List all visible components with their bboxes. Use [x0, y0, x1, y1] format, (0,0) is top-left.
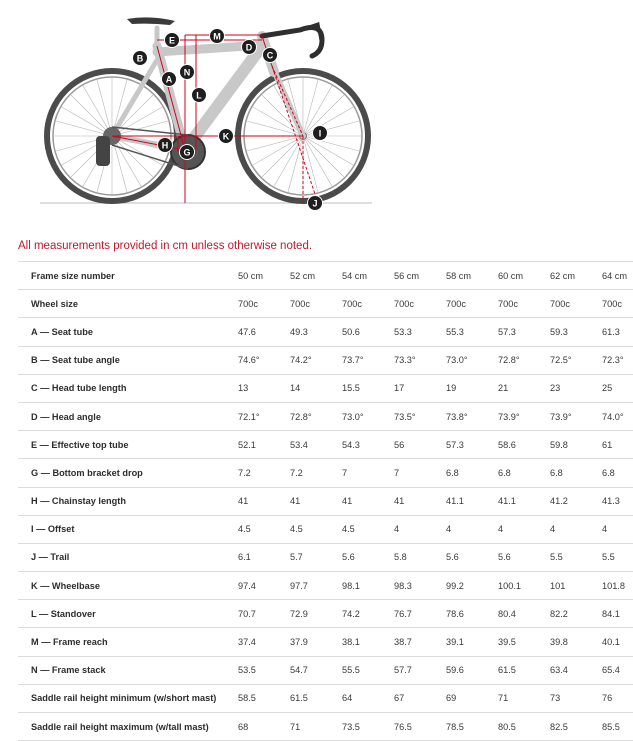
- row-value: 73.0°: [342, 402, 394, 430]
- row-value: 41.2: [550, 487, 602, 515]
- row-value: 700c: [342, 290, 394, 318]
- row-value: 99.2: [446, 572, 498, 600]
- row-value: 21: [498, 374, 550, 402]
- row-value: 53.3: [394, 318, 446, 346]
- size-header: 64 cm: [602, 262, 633, 290]
- row-label: L — Standover: [18, 600, 238, 628]
- row-value: 5.7: [290, 543, 342, 571]
- row-value: 38.7: [394, 628, 446, 656]
- row-value: 4: [394, 515, 446, 543]
- table-header-row: [18, 262, 633, 290]
- row-value: 13: [238, 374, 290, 402]
- row-value: 58.5: [238, 684, 290, 712]
- row-value: 59.6: [446, 656, 498, 684]
- row-label: G — Bottom bracket drop: [18, 459, 238, 487]
- row-value: 73.7°: [342, 346, 394, 374]
- table-row: [18, 572, 633, 600]
- row-value: 61.5: [290, 684, 342, 712]
- svg-text:J: J: [312, 198, 318, 209]
- row-value: 57.3: [446, 431, 498, 459]
- table-row: [18, 713, 633, 741]
- row-value: 700c: [602, 290, 633, 318]
- callout-a: [162, 72, 177, 87]
- row-value: 100.1: [498, 572, 550, 600]
- row-value: 73.3°: [394, 346, 446, 374]
- size-header: 54 cm: [342, 262, 394, 290]
- row-label: N — Frame stack: [18, 656, 238, 684]
- row-value: 5.5: [602, 543, 633, 571]
- row-value: 25: [602, 374, 633, 402]
- row-value: 71: [290, 713, 342, 741]
- row-value: 700c: [238, 290, 290, 318]
- measurement-note: All measurements provided in cm unless otherwise noted.: [18, 240, 313, 252]
- row-value: 74.2: [342, 600, 394, 628]
- row-value: 54.7: [290, 656, 342, 684]
- row-label: M — Frame reach: [18, 628, 238, 656]
- svg-text:B: B: [136, 53, 144, 64]
- row-value: 85.5: [602, 713, 633, 741]
- callout-m: [210, 29, 225, 44]
- callout-g: [180, 145, 195, 160]
- row-value: 57.7: [394, 656, 446, 684]
- row-label: C — Head tube length: [18, 374, 238, 402]
- callout-k: [219, 129, 234, 144]
- row-value: 38.1: [342, 628, 394, 656]
- row-value: 5.6: [498, 543, 550, 571]
- row-value: 97.4: [238, 572, 290, 600]
- row-value: 73.9°: [498, 402, 550, 430]
- row-value: 63.4: [550, 656, 602, 684]
- row-label: Wheel size: [18, 290, 238, 318]
- row-value: 74.2°: [290, 346, 342, 374]
- row-value: 41: [342, 487, 394, 515]
- table-row: [18, 515, 633, 543]
- row-label: Saddle rail height minimum (w/short mast): [18, 684, 238, 712]
- row-value: 61.3: [602, 318, 633, 346]
- row-value: 23: [550, 374, 602, 402]
- row-value: 101.8: [602, 572, 633, 600]
- row-value: 6.8: [498, 459, 550, 487]
- row-value: 55.5: [342, 656, 394, 684]
- row-value: 7: [394, 459, 446, 487]
- row-value: 50.6: [342, 318, 394, 346]
- row-value: 14: [290, 374, 342, 402]
- row-value: 73.8°: [446, 402, 498, 430]
- svg-text:D: D: [245, 42, 253, 53]
- row-value: 74.6°: [238, 346, 290, 374]
- row-value: 72.8°: [290, 402, 342, 430]
- row-value: 6.8: [602, 459, 633, 487]
- row-value: 4: [446, 515, 498, 543]
- row-value: 39.8: [550, 628, 602, 656]
- row-value: 72.1°: [238, 402, 290, 430]
- row-value: 4.5: [238, 515, 290, 543]
- row-value: 78.5: [446, 713, 498, 741]
- row-value: 41: [290, 487, 342, 515]
- row-value: 84.1: [602, 600, 633, 628]
- row-value: 41.3: [602, 487, 633, 515]
- row-value: 53.4: [290, 431, 342, 459]
- row-value: 69: [446, 684, 498, 712]
- row-value: 5.5: [550, 543, 602, 571]
- row-value: 76: [602, 684, 633, 712]
- row-value: 98.3: [394, 572, 446, 600]
- row-value: 64: [342, 684, 394, 712]
- row-value: 101: [550, 572, 602, 600]
- size-header: 62 cm: [550, 262, 602, 290]
- callout-i: [313, 126, 328, 141]
- table-row: [18, 487, 633, 515]
- row-value: 39.1: [446, 628, 498, 656]
- row-value: 80.5: [498, 713, 550, 741]
- svg-text:N: N: [183, 67, 191, 78]
- size-header: 50 cm: [238, 262, 290, 290]
- row-value: 47.6: [238, 318, 290, 346]
- row-label: B — Seat tube angle: [18, 346, 238, 374]
- row-value: 41: [394, 487, 446, 515]
- callout-n: [180, 65, 195, 80]
- svg-text:A: A: [165, 74, 173, 85]
- table-row: [18, 600, 633, 628]
- row-value: 6.8: [446, 459, 498, 487]
- row-value: 73: [550, 684, 602, 712]
- row-value: 41.1: [498, 487, 550, 515]
- svg-text:E: E: [168, 35, 176, 46]
- row-value: 98.1: [342, 572, 394, 600]
- table-row: [18, 628, 633, 656]
- row-value: 73.0°: [446, 346, 498, 374]
- callout-b: [133, 51, 148, 66]
- row-value: 41: [238, 487, 290, 515]
- row-label: D — Head angle: [18, 402, 238, 430]
- table-row: [18, 459, 633, 487]
- table-row: [18, 318, 633, 346]
- row-value: 72.9: [290, 600, 342, 628]
- saddle: [127, 17, 175, 25]
- table-row: [18, 684, 633, 712]
- callout-j: [308, 196, 323, 211]
- svg-text:G: G: [183, 147, 191, 158]
- row-value: 59.3: [550, 318, 602, 346]
- callout-l: [192, 88, 207, 103]
- row-value: 58.6: [498, 431, 550, 459]
- svg-text:I: I: [318, 128, 322, 139]
- row-value: 65.4: [602, 656, 633, 684]
- size-header: 58 cm: [446, 262, 498, 290]
- row-value: 4: [498, 515, 550, 543]
- callout-e: [165, 33, 180, 48]
- bike-frame: [112, 28, 303, 150]
- row-value: 7.2: [238, 459, 290, 487]
- row-value: 37.9: [290, 628, 342, 656]
- row-value: 700c: [394, 290, 446, 318]
- row-value: 68: [238, 713, 290, 741]
- row-value: 59.8: [550, 431, 602, 459]
- row-value: 76.5: [394, 713, 446, 741]
- row-value: 4: [550, 515, 602, 543]
- row-value: 82.2: [550, 600, 602, 628]
- table-row: [18, 402, 633, 430]
- row-value: 5.6: [342, 543, 394, 571]
- row-value: 73.9°: [550, 402, 602, 430]
- row-value: 4: [602, 515, 633, 543]
- row-label: K — Wheelbase: [18, 572, 238, 600]
- row-value: 6.1: [238, 543, 290, 571]
- row-value: 72.8°: [498, 346, 550, 374]
- table-row: [18, 656, 633, 684]
- row-value: 97.7: [290, 572, 342, 600]
- row-value: 700c: [498, 290, 550, 318]
- size-header: 56 cm: [394, 262, 446, 290]
- row-value: 73.5: [342, 713, 394, 741]
- row-value: 70.7: [238, 600, 290, 628]
- row-value: 4.5: [342, 515, 394, 543]
- table-row: [18, 374, 633, 402]
- row-label: A — Seat tube: [18, 318, 238, 346]
- size-header: 60 cm: [498, 262, 550, 290]
- row-value: 700c: [290, 290, 342, 318]
- table-row: [18, 290, 633, 318]
- row-label: J — Trail: [18, 543, 238, 571]
- row-value: 19: [446, 374, 498, 402]
- row-value: 67: [394, 684, 446, 712]
- row-value: 700c: [550, 290, 602, 318]
- row-value: 54.3: [342, 431, 394, 459]
- row-value: 7: [342, 459, 394, 487]
- row-value: 72.5°: [550, 346, 602, 374]
- row-value: 72.3°: [602, 346, 633, 374]
- row-value: 6.8: [550, 459, 602, 487]
- row-value: 41.1: [446, 487, 498, 515]
- geometry-table: [18, 261, 633, 741]
- svg-text:C: C: [266, 50, 274, 61]
- row-value: 71: [498, 684, 550, 712]
- row-value: 40.1: [602, 628, 633, 656]
- size-header: 52 cm: [290, 262, 342, 290]
- row-label: H — Chainstay length: [18, 487, 238, 515]
- row-value: 61: [602, 431, 633, 459]
- svg-text:L: L: [196, 90, 202, 101]
- row-value: 73.5°: [394, 402, 446, 430]
- row-value: 17: [394, 374, 446, 402]
- row-value: 5.6: [446, 543, 498, 571]
- table-row: [18, 543, 633, 571]
- row-value: 52.1: [238, 431, 290, 459]
- row-value: 39.5: [498, 628, 550, 656]
- svg-text:M: M: [213, 31, 221, 42]
- row-value: 78.6: [446, 600, 498, 628]
- row-value: 74.0°: [602, 402, 633, 430]
- row-value: 56: [394, 431, 446, 459]
- row-label: E — Effective top tube: [18, 431, 238, 459]
- callout-d: [242, 40, 257, 55]
- row-value: 37.4: [238, 628, 290, 656]
- row-value: 76.7: [394, 600, 446, 628]
- row-value: 82.5: [550, 713, 602, 741]
- row-value: 55.3: [446, 318, 498, 346]
- row-value: 7.2: [290, 459, 342, 487]
- row-label: Saddle rail height maximum (w/tall mast): [18, 713, 238, 741]
- table-row: [18, 346, 633, 374]
- callout-h: [158, 138, 173, 153]
- row-value: 49.3: [290, 318, 342, 346]
- row-label: I — Offset: [18, 515, 238, 543]
- row-value: 57.3: [498, 318, 550, 346]
- row-value: 4.5: [290, 515, 342, 543]
- row-value: 5.8: [394, 543, 446, 571]
- bike-geometry-diagram: [0, 0, 420, 222]
- row-value: 700c: [446, 290, 498, 318]
- callout-c: [263, 48, 278, 63]
- svg-text:K: K: [222, 131, 230, 142]
- header-label: Frame size number: [18, 262, 238, 290]
- svg-text:H: H: [161, 140, 169, 151]
- rear-derailleur: [96, 136, 110, 166]
- row-value: 80.4: [498, 600, 550, 628]
- row-value: 61.5: [498, 656, 550, 684]
- row-value: 53.5: [238, 656, 290, 684]
- row-value: 15.5: [342, 374, 394, 402]
- table-row: [18, 431, 633, 459]
